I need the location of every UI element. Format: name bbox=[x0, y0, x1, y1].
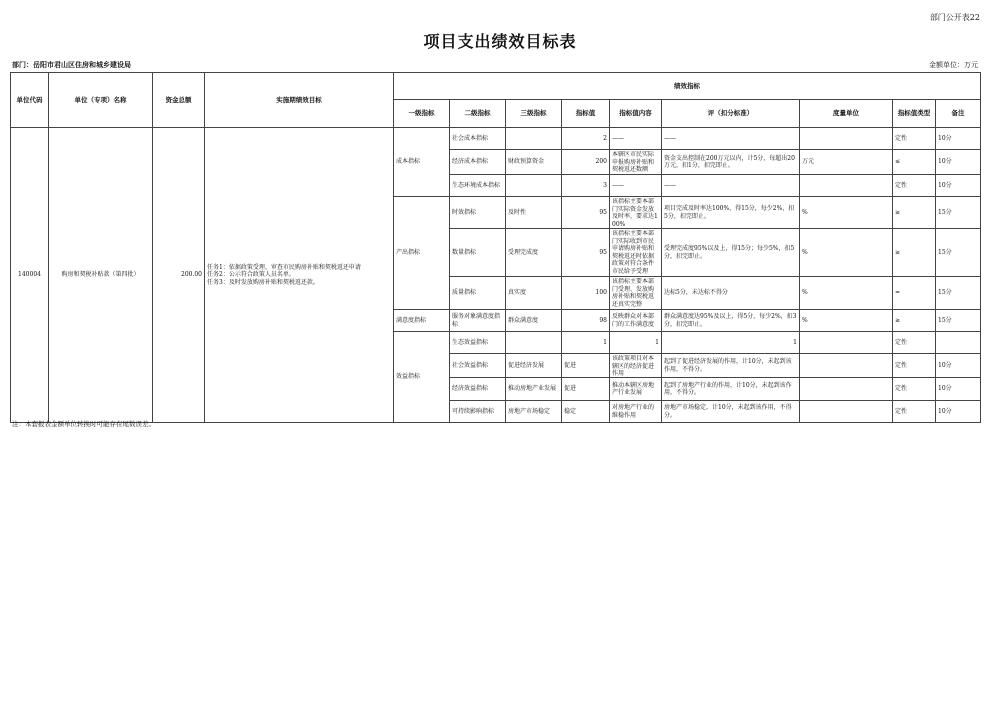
value-content-cell bbox=[610, 150, 662, 175]
remark-cell: 10分 bbox=[936, 128, 981, 150]
table-row bbox=[11, 128, 981, 150]
performance-target-table bbox=[10, 72, 981, 423]
value-type-cell: 定性 bbox=[893, 401, 936, 423]
value-content-text: 本辖区市民实际申报购房补贴和契税返还数额 bbox=[612, 151, 655, 173]
value-type-cell: ≤ bbox=[893, 150, 936, 175]
value-content-cell bbox=[610, 277, 662, 310]
value-content-cell: 1 bbox=[610, 332, 662, 354]
level2-cell: 时效指标 bbox=[450, 197, 506, 229]
value-cell: 95 bbox=[562, 197, 610, 229]
level2-cell: 数量指标 bbox=[450, 229, 506, 277]
remark-cell: 15分 bbox=[936, 229, 981, 277]
scoring-cell: 房地产市场稳定，计10分，未起到该作用，不得分。 bbox=[662, 401, 800, 423]
header-unit-code: 单位代码 bbox=[11, 73, 49, 128]
header-measure-unit: 度量单位 bbox=[800, 100, 893, 128]
measure-unit-cell: % bbox=[800, 197, 893, 229]
value-content-cell: —— bbox=[610, 175, 662, 197]
value-content-cell: 对房地产行业的维稳作用 bbox=[610, 401, 662, 423]
header-level2: 二级指标 bbox=[450, 100, 506, 128]
header-indicators: 绩效指标 bbox=[394, 73, 981, 100]
value-content-cell bbox=[610, 354, 662, 378]
value-cell: 3 bbox=[562, 175, 610, 197]
value-cell: 95 bbox=[562, 229, 610, 277]
value-type-cell: = bbox=[893, 277, 936, 310]
level3-cell: 真实度 bbox=[506, 277, 562, 310]
level3-cell: 群众满意度 bbox=[506, 310, 562, 332]
header-value-type: 指标值类型 bbox=[893, 100, 936, 128]
level3-cell bbox=[506, 332, 562, 354]
remark-cell: 15分 bbox=[936, 310, 981, 332]
measure-unit-cell bbox=[800, 401, 893, 423]
value-content-cell: —— bbox=[610, 128, 662, 150]
header-scoring: 评（扣分标准） bbox=[662, 100, 800, 128]
measure-unit-cell: % bbox=[800, 229, 893, 277]
scoring-cell: —— bbox=[662, 128, 800, 150]
scoring-cell: 受理完成度95%以及上，得15分；每少5%，扣5分，扣完即止。 bbox=[662, 229, 800, 277]
header-period-target: 实施期绩效目标 bbox=[205, 73, 394, 128]
form-number: 部门公开表22 bbox=[929, 13, 980, 22]
level2-cell: 可持续影响指标 bbox=[450, 401, 506, 423]
remark-cell: 10分 bbox=[936, 401, 981, 423]
value-cell: 促进 bbox=[562, 378, 610, 401]
measure-unit-cell bbox=[800, 128, 893, 150]
level2-cell: 经济成本指标 bbox=[450, 150, 506, 175]
value-cell: 2 bbox=[562, 128, 610, 150]
level3-cell: 受理完成度 bbox=[506, 229, 562, 277]
scoring-cell: 项目完成及时率达100%，得15分，每少2%，扣5分，扣完即止。 bbox=[662, 197, 800, 229]
value-type-cell: 定性 bbox=[893, 354, 936, 378]
level2-cell: 经济效益指标 bbox=[450, 378, 506, 401]
amount-unit-label: 金额单位：万元 bbox=[929, 61, 978, 69]
level2-cell: 服务对象满意度指标 bbox=[450, 310, 506, 332]
remark-cell: 10分 bbox=[936, 150, 981, 175]
value-content-cell: 推动本辖区房地产行业发展 bbox=[610, 378, 662, 401]
period-target-text: 任务1：依据政策受理、审查市民购房补贴和契税返还申请 任务2：公示符合政策人员名单。 任务3：及时发放购房补贴和契税返还款。 bbox=[207, 263, 361, 286]
remark-cell: 10分 bbox=[936, 378, 981, 401]
header-value-content: 指标值内容 bbox=[610, 100, 662, 128]
header-project-name: 单位（专项）名称 bbox=[49, 73, 153, 128]
value-content-text: 该指标主要本部门实际收到市民申请购房补贴和契税返还时依据政策对符合条件市民给予受理 bbox=[612, 230, 655, 275]
level3-cell bbox=[506, 128, 562, 150]
value-content-cell bbox=[610, 197, 662, 229]
measure-unit-cell bbox=[800, 332, 893, 354]
value-type-cell: 定性 bbox=[893, 378, 936, 401]
scoring-cell: 达标5分，未达标不得分 bbox=[662, 277, 800, 310]
group-output: 产出指标 bbox=[394, 197, 450, 310]
remark-cell: 10分 bbox=[936, 175, 981, 197]
value-type-cell: ≥ bbox=[893, 310, 936, 332]
scoring-cell: —— bbox=[662, 175, 800, 197]
value-cell: 1 bbox=[562, 332, 610, 354]
department-label: 部门：岳阳市君山区住房和城乡建设局 bbox=[12, 60, 131, 69]
remark-cell: 15分 bbox=[936, 277, 981, 310]
remark-cell: 15分 bbox=[936, 197, 981, 229]
header-value: 指标值 bbox=[562, 100, 610, 128]
level3-cell: 及时性 bbox=[506, 197, 562, 229]
remark-cell bbox=[936, 332, 981, 354]
value-content-cell bbox=[610, 229, 662, 277]
period-target-cell bbox=[205, 128, 394, 423]
measure-unit-cell bbox=[800, 378, 893, 401]
group-satisfaction: 满意度指标 bbox=[394, 310, 450, 332]
header-level3: 三级指标 bbox=[506, 100, 562, 128]
level2-cell: 社会成本指标 bbox=[450, 128, 506, 150]
value-type-cell: ≥ bbox=[893, 229, 936, 277]
value-type-cell: ≥ bbox=[893, 197, 936, 229]
value-cell: 98 bbox=[562, 310, 610, 332]
value-cell: 稳定 bbox=[562, 401, 610, 423]
measure-unit-cell: % bbox=[800, 310, 893, 332]
unit-code-cell: 140004 bbox=[11, 128, 49, 423]
header-remark: 备注 bbox=[936, 100, 981, 128]
level3-cell: 促进经济发展 bbox=[506, 354, 562, 378]
header-total-funds: 资金总额 bbox=[153, 73, 205, 128]
measure-unit-cell: 万元 bbox=[800, 150, 893, 175]
level2-cell: 生态效益指标 bbox=[450, 332, 506, 354]
group-cost: 成本指标 bbox=[394, 128, 450, 197]
scoring-cell: 1 bbox=[662, 332, 800, 354]
value-content-text: 该指标主要本部门受理、发放购房补贴和契税返还真实完整 bbox=[612, 278, 655, 308]
level2-cell: 生态环境成本指标 bbox=[450, 175, 506, 197]
measure-unit-cell bbox=[800, 175, 893, 197]
value-content-text: 该指标主要本部门实际资金发放及时率，要求达100% bbox=[612, 198, 658, 227]
value-content-text: 该政策项目对本辖区的经济促进作用 bbox=[612, 355, 655, 376]
value-cell: 200 bbox=[562, 150, 610, 175]
level3-cell bbox=[506, 175, 562, 197]
footnote: 注：本套报表金额单位转换时可能存在尾数误差。 bbox=[12, 420, 155, 428]
value-cell: 100 bbox=[562, 277, 610, 310]
value-cell: 促进 bbox=[562, 354, 610, 378]
scoring-cell: 群众满意度达95%及以上，得5分，每少2%，扣3分，扣完即止。 bbox=[662, 310, 800, 332]
value-type-cell: 定性 bbox=[893, 175, 936, 197]
scoring-cell: 资金支出控制在200万元以内，计5分，每超出20万元，扣1分，扣完即止。 bbox=[662, 150, 800, 175]
level2-cell: 质量指标 bbox=[450, 277, 506, 310]
page-title: 项目支出绩效目标表 bbox=[423, 32, 577, 51]
level2-cell: 社会效益指标 bbox=[450, 354, 506, 378]
total-funds-cell: 200.00 bbox=[153, 128, 205, 423]
value-type-cell: 定性 bbox=[893, 128, 936, 150]
level3-cell: 房地产市场稳定 bbox=[506, 401, 562, 423]
group-benefit: 效益指标 bbox=[394, 332, 450, 423]
value-content-cell: 反映群众对本部门的工作满意度 bbox=[610, 310, 662, 332]
measure-unit-cell: % bbox=[800, 277, 893, 310]
scoring-cell: 起到了房地产行业的作用，计10分，未起到该作用，不得分。 bbox=[662, 378, 800, 401]
header-level1: 一级指标 bbox=[394, 100, 450, 128]
measure-unit-cell bbox=[800, 354, 893, 378]
scoring-cell: 起到了促进经济发展的作用，计10分，未起到该作用，不得分。 bbox=[662, 354, 800, 378]
value-type-cell: 定性 bbox=[893, 332, 936, 354]
level3-cell: 财政预算资金 bbox=[506, 150, 562, 175]
remark-cell: 10分 bbox=[936, 354, 981, 378]
project-name-cell: 购房和契税补贴款（第四批） bbox=[49, 128, 153, 423]
level3-cell: 推动房地产业发展 bbox=[506, 378, 562, 401]
